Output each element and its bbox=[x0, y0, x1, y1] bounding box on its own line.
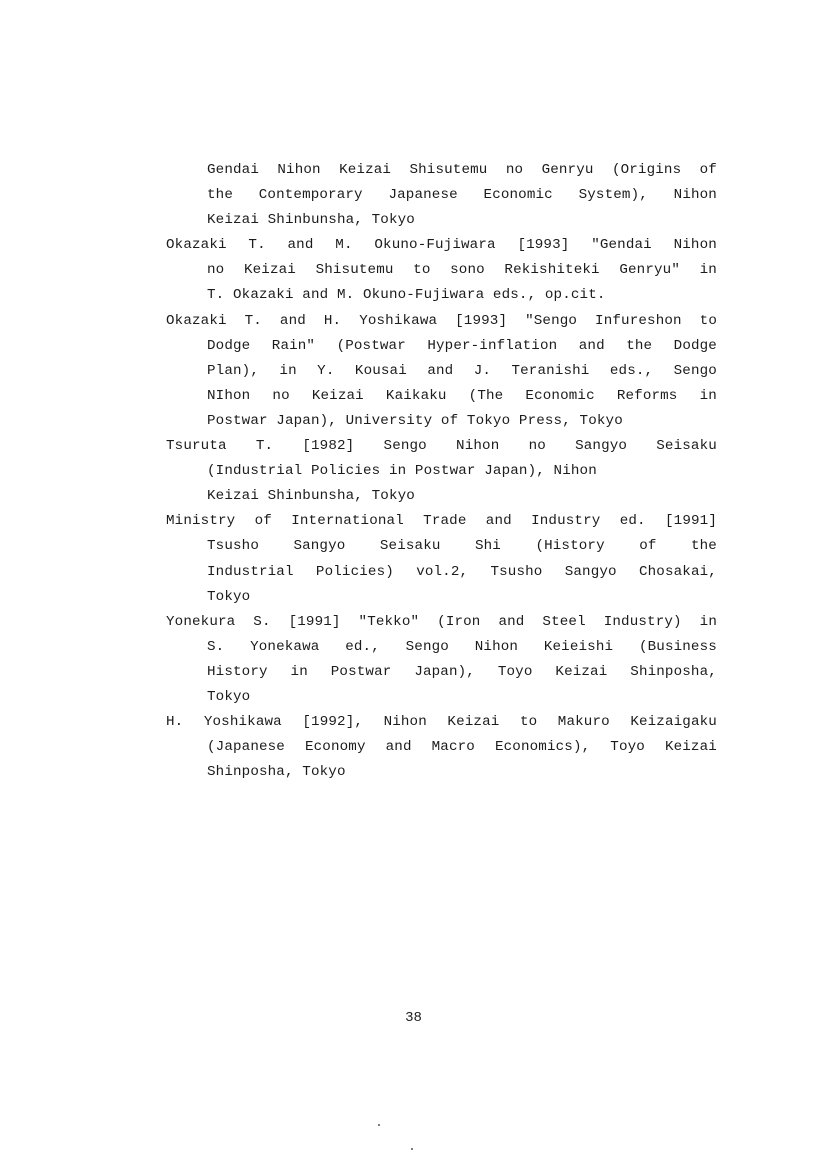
reference-entry bbox=[166, 309, 717, 434]
word: Nihon bbox=[277, 162, 321, 178]
word: Keieishi bbox=[543, 638, 614, 655]
word: History bbox=[207, 663, 268, 680]
word: Sangyo bbox=[575, 438, 628, 455]
word: Rain" bbox=[271, 337, 316, 354]
word: Gendai bbox=[207, 162, 259, 178]
word: in bbox=[699, 262, 717, 279]
word: (Japanese bbox=[207, 739, 285, 756]
word: T. bbox=[244, 312, 262, 329]
word: and bbox=[279, 312, 306, 329]
word: [1982] bbox=[302, 438, 355, 455]
word: Shi bbox=[474, 538, 501, 555]
word: Nihon bbox=[673, 187, 717, 204]
reference-line bbox=[166, 183, 717, 208]
reference-line: Postwar Japan), University of Tokyo Press, Tokyo bbox=[207, 412, 623, 429]
word: Rekishiteki bbox=[504, 262, 600, 279]
word: Tsusho bbox=[207, 538, 259, 555]
word: no bbox=[528, 438, 546, 455]
word: Shisutemu bbox=[409, 162, 488, 178]
word: in bbox=[699, 387, 717, 404]
word: Yonekura bbox=[166, 613, 236, 630]
word: and bbox=[485, 513, 512, 530]
word: Policies) bbox=[315, 563, 394, 580]
word: [1991] bbox=[665, 513, 717, 530]
word: and bbox=[498, 613, 525, 630]
word: T. bbox=[255, 438, 274, 455]
word: Teranishi bbox=[511, 362, 590, 379]
word: Tsusho bbox=[490, 563, 543, 580]
word: J. bbox=[473, 362, 492, 379]
word: and bbox=[578, 337, 605, 354]
word: of bbox=[639, 538, 657, 555]
word: Nihon bbox=[474, 638, 519, 655]
reference-line bbox=[166, 384, 717, 409]
reference-line bbox=[166, 233, 717, 258]
word: Keizai bbox=[555, 663, 608, 680]
word: Makuro bbox=[557, 714, 610, 731]
word: Japanese bbox=[388, 187, 458, 204]
word: Okazaki bbox=[166, 312, 227, 329]
reference-line: (Industrial Policies in Postwar Japan), Nihon bbox=[207, 463, 597, 480]
word: in bbox=[699, 613, 717, 630]
word: ed. bbox=[619, 513, 646, 530]
word: Nihon bbox=[673, 237, 717, 254]
word: of bbox=[254, 513, 272, 530]
word: Industry) bbox=[603, 613, 682, 630]
word: Keizai bbox=[243, 262, 296, 279]
word: eds., bbox=[609, 362, 654, 379]
word: Plan), bbox=[207, 362, 259, 379]
word: "Sengo bbox=[525, 312, 578, 329]
word: Dodge bbox=[207, 337, 251, 354]
word: Trade bbox=[423, 513, 467, 530]
word: [1993] bbox=[455, 312, 508, 329]
word: Yoshikawa bbox=[203, 714, 282, 731]
word: the bbox=[207, 187, 233, 204]
reference-entry bbox=[166, 158, 717, 233]
word: International bbox=[291, 513, 404, 530]
page-number: 38 bbox=[405, 1010, 422, 1026]
word: (Origins bbox=[611, 162, 682, 178]
reference-line bbox=[166, 660, 717, 685]
word: the bbox=[626, 337, 653, 354]
word: and bbox=[427, 362, 454, 379]
word: Ministry bbox=[166, 513, 236, 530]
word: "Gendai bbox=[591, 237, 652, 254]
word: Hyper-inflation bbox=[427, 337, 558, 354]
word: Genryu bbox=[541, 162, 594, 178]
reference-line bbox=[166, 560, 717, 585]
word: Economics), bbox=[494, 739, 591, 756]
word: Seisaku bbox=[379, 538, 441, 555]
reference-line bbox=[166, 334, 717, 359]
reference-line bbox=[166, 309, 717, 334]
word: to bbox=[699, 312, 717, 329]
word: Nihon bbox=[456, 438, 500, 455]
word: Industrial bbox=[207, 563, 294, 580]
reference-line bbox=[166, 434, 717, 459]
word: "Tekko" bbox=[358, 613, 420, 630]
word: Postwar bbox=[330, 663, 392, 680]
word: Industry bbox=[531, 513, 601, 530]
word: Okazaki bbox=[166, 237, 227, 254]
word: (The bbox=[468, 387, 504, 404]
word: Contemporary bbox=[258, 187, 363, 204]
word: H. bbox=[166, 714, 184, 731]
word: System), bbox=[578, 187, 648, 204]
reference-list bbox=[166, 158, 717, 785]
word: and bbox=[385, 739, 412, 756]
scan-speck bbox=[378, 1124, 380, 1126]
word: Reforms bbox=[616, 387, 678, 404]
word: Sangyo bbox=[564, 563, 617, 580]
word: S. bbox=[207, 638, 225, 655]
word: Genryu" bbox=[619, 262, 680, 279]
reference-entry bbox=[166, 509, 717, 609]
word: Yoshikawa bbox=[359, 312, 438, 329]
word: of bbox=[699, 162, 717, 178]
word: Sengo bbox=[383, 438, 427, 455]
reference-line bbox=[166, 509, 717, 534]
word: (Postwar bbox=[336, 337, 406, 354]
word: Okuno-Fujiwara bbox=[374, 237, 496, 254]
word: Yonekawa bbox=[250, 638, 320, 655]
word: Steel bbox=[542, 613, 586, 630]
word: M. bbox=[335, 237, 353, 254]
word: Tsuruta bbox=[166, 438, 227, 455]
word: Sangyo bbox=[293, 538, 346, 555]
word: Economic bbox=[525, 387, 595, 404]
word: in bbox=[290, 663, 308, 680]
reference-line: T. Okazaki and M. Okuno-Fujiwara eds., op.cit. bbox=[207, 287, 606, 304]
word: Japan), bbox=[414, 663, 475, 680]
word: Keizai bbox=[339, 162, 392, 178]
reference-line bbox=[166, 610, 717, 635]
reference-line: Shinposha, Tokyo bbox=[207, 764, 346, 781]
word: the bbox=[690, 538, 717, 555]
word: Infureshon bbox=[595, 312, 682, 329]
reference-line: Tokyo bbox=[207, 588, 251, 605]
word: Toyo bbox=[610, 739, 645, 756]
reference-line bbox=[166, 158, 717, 183]
word: vol.2, bbox=[416, 563, 469, 580]
word: H. bbox=[323, 312, 342, 329]
word: Kousai bbox=[354, 362, 407, 379]
word: Shisutemu bbox=[315, 262, 394, 279]
word: Keizai bbox=[447, 714, 500, 731]
word: (Iron bbox=[437, 613, 481, 630]
word: Seisaku bbox=[656, 438, 717, 455]
word: Nihon bbox=[383, 714, 427, 731]
word: [1993] bbox=[517, 237, 570, 254]
word: no bbox=[505, 162, 524, 178]
word: ed., bbox=[345, 638, 380, 655]
word: T. bbox=[248, 237, 266, 254]
word: Shinposha, bbox=[630, 663, 717, 680]
word: Keizai bbox=[311, 387, 364, 404]
scan-speck bbox=[411, 1148, 413, 1150]
word: Keizai bbox=[664, 739, 717, 756]
word: no bbox=[272, 387, 290, 404]
reference-entry bbox=[166, 610, 717, 710]
word: no bbox=[207, 262, 225, 279]
word: to bbox=[413, 262, 431, 279]
word: (Business bbox=[638, 638, 717, 655]
word: Toyo bbox=[497, 663, 533, 680]
reference-line: Tokyo bbox=[207, 688, 251, 705]
reference-entry bbox=[166, 434, 717, 509]
reference-entry bbox=[166, 710, 717, 785]
word: Chosakai, bbox=[638, 563, 717, 580]
word: NIhon bbox=[207, 387, 251, 404]
reference-line bbox=[166, 635, 717, 660]
reference-line: Keizai Shinbunsha, Tokyo bbox=[207, 488, 415, 505]
word: Dodge bbox=[673, 337, 717, 354]
word: sono bbox=[450, 262, 485, 279]
reference-line bbox=[166, 359, 717, 384]
reference-line bbox=[166, 258, 717, 283]
word: Economy bbox=[304, 739, 366, 756]
reference-entry bbox=[166, 233, 717, 308]
reference-line bbox=[166, 735, 717, 760]
reference-line bbox=[166, 534, 717, 559]
word: Economic bbox=[483, 187, 553, 204]
word: Macro bbox=[431, 739, 475, 756]
word: [1991] bbox=[288, 613, 341, 630]
word: in bbox=[279, 362, 297, 379]
reference-line bbox=[166, 710, 717, 735]
word: and bbox=[287, 237, 314, 254]
word: S. bbox=[253, 613, 271, 630]
word: (History bbox=[535, 538, 605, 555]
word: Kaikaku bbox=[385, 387, 447, 404]
word: [1992], bbox=[302, 714, 364, 731]
word: to bbox=[519, 714, 538, 731]
word: Keizaigaku bbox=[630, 714, 717, 731]
word: Sengo bbox=[405, 638, 449, 655]
word: Y. bbox=[317, 362, 335, 379]
reference-line: Keizai Shinbunsha, Tokyo bbox=[207, 212, 415, 229]
word: Sengo bbox=[673, 362, 717, 379]
